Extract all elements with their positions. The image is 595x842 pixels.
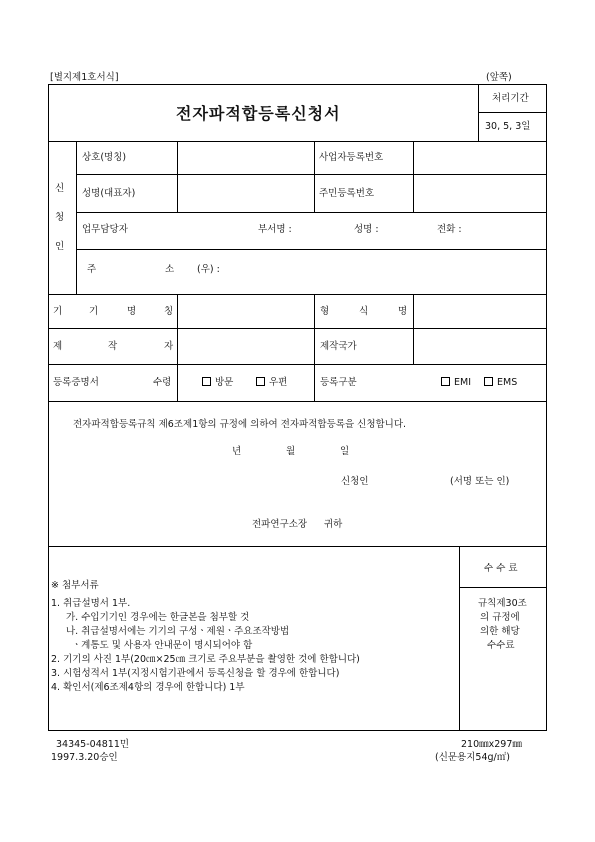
applicant-group-char-2: 청 (55, 212, 65, 223)
maker-char-1: 제 (53, 341, 63, 352)
maker-char-3: 자 (164, 341, 174, 352)
recipient-honorific: 귀하 (324, 519, 343, 530)
equipment-name-char-3: 명 (127, 306, 137, 317)
phone-label: 전화 : (437, 224, 462, 235)
date-day-label: 일 (340, 446, 350, 457)
attachment-line-5: 2. 기기의 사진 1부(20㎝×25㎝ 크기로 주요부분을 촬영한 것에 한합니다) (51, 654, 360, 665)
attachments-heading: ※ 첨부서류 (51, 580, 99, 591)
registration-type-label: 등록구분 (320, 377, 357, 388)
resident-reg-number-label: 주민등록번호 (319, 188, 375, 199)
model-name-char-3: 명 (398, 306, 408, 317)
applicant-group-char-1: 신 (55, 183, 65, 194)
mail-label: 우편 (269, 377, 288, 388)
paper-type: (신문용지54g/㎡) (435, 752, 510, 763)
reg-emi-option[interactable] (441, 377, 471, 389)
postcode-label: (우) : (197, 264, 220, 275)
applicant-group-char-3: 인 (55, 241, 65, 252)
form-title: 전자파적합등록신청서 (176, 104, 341, 123)
fee-label: 수 수 료 (484, 563, 518, 574)
attachment-line-6: 3. 시험성적서 1부(지정시험기관에서 등록신청을 할 경우에 한합니다) (51, 668, 340, 679)
ems-checkbox[interactable] (484, 377, 493, 386)
applicant-sign-label: 신청인 (341, 476, 369, 487)
manufacturing-country-label: 제작국가 (320, 341, 357, 352)
model-name-char-1: 형 (320, 306, 330, 317)
representative-name-label: 성명(대표자) (82, 188, 136, 199)
company-name-label: 상호(명칭) (82, 152, 127, 163)
certificate-receive-label: 수령 (153, 377, 172, 388)
ems-label: EMS (497, 377, 518, 388)
visit-label: 방문 (215, 377, 234, 388)
reg-ems-option[interactable] (484, 377, 517, 389)
manager-name-label: 성명 : (354, 224, 379, 235)
attachment-line-1: 1. 취급설명서 1부. (51, 598, 131, 609)
form-number: [별지제1호서식] (50, 72, 119, 83)
attachment-line-2: 가. 수입기기인 경우에는 한글본을 첨부할 것 (66, 612, 250, 623)
processing-period-value: 30, 5, 3일 (485, 121, 531, 132)
application-statement: 전자파적합등록규칙 제6조제1항의 규정에 의하여 전자파적합등록을 신청합니다. (73, 419, 407, 430)
address-label-char-2: 소 (165, 264, 175, 275)
equipment-name-char-2: 기 (89, 306, 99, 317)
paper-size: 210㎜x297㎜ (461, 739, 522, 750)
page-side-label: (앞쪽) (486, 72, 512, 83)
attachment-line-7: 4. 확인서(제6조제4항의 경우에 한합니다) 1부 (51, 682, 245, 693)
maker-char-2: 작 (108, 341, 118, 352)
equipment-name-char-1: 기 (53, 306, 63, 317)
form-code: 34345-04811민 (56, 739, 130, 750)
receive-mail-option[interactable] (256, 377, 287, 389)
fee-line-1: 규칙제30조 (478, 598, 527, 609)
signature-hint: (서명 또는 인) (450, 476, 510, 487)
equipment-name-char-4: 칭 (164, 306, 174, 317)
attachment-line-3: 나. 취급설명서에는 기기의 구성ㆍ제원ㆍ주요조작방법 (66, 626, 290, 637)
fee-line-4: 수수료 (487, 640, 515, 651)
approval-date: 1997.3.20승인 (51, 752, 118, 763)
business-reg-number-label: 사업자등록번호 (319, 152, 384, 163)
manager-label: 업무담당자 (82, 224, 128, 235)
fee-line-2: 의 규정에 (480, 612, 520, 623)
processing-period-label: 처리기간 (492, 93, 529, 104)
fee-line-3: 의한 해당 (480, 626, 520, 637)
emi-label: EMI (454, 377, 472, 388)
date-month-label: 월 (286, 446, 296, 457)
attachment-line-4: ㆍ계통도 및 사용자 안내문이 명시되어야 함 (72, 640, 253, 651)
mail-checkbox[interactable] (256, 377, 265, 386)
receive-visit-option[interactable] (202, 377, 233, 389)
emi-checkbox[interactable] (441, 377, 450, 386)
address-label-char-1: 주 (87, 264, 97, 275)
visit-checkbox[interactable] (202, 377, 211, 386)
date-year-label: 년 (232, 446, 242, 457)
department-label: 부서명 : (258, 224, 292, 235)
model-name-char-2: 식 (359, 306, 369, 317)
certificate-label: 등록증명서 (53, 377, 99, 388)
recipient-label: 전파연구소장 (252, 519, 308, 530)
